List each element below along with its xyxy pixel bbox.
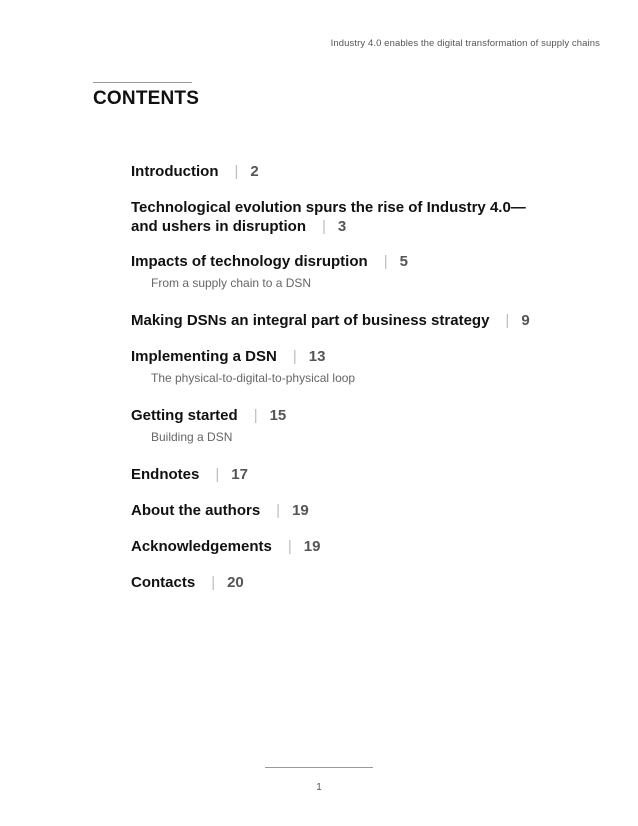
toc-page-number: 20 [227,574,244,591]
toc-entry-title-continued[interactable]: and ushers in disruption [131,218,307,235]
toc-entry-title[interactable]: Contacts [131,574,196,591]
toc-entry-title[interactable]: Introduction [131,163,219,180]
toc-page-number: 19 [292,502,309,519]
toc-entry-title[interactable]: Impacts of technology disruption [131,253,368,270]
toc-entry-impacts-of-technology-disruption[interactable] [131,252,591,291]
toc-page-number: 3 [337,218,347,235]
toc-entry-title[interactable]: Technological evolution spurs the rise of Industry 4.0— [131,199,526,216]
toc-separator: | [211,574,216,591]
toc-separator: | [234,163,239,180]
toc-page-number: 19 [303,538,321,555]
toc-entry-acknowledgements[interactable] [131,537,591,556]
toc-separator: | [253,407,258,424]
toc-page-number: 17 [231,466,248,483]
toc-entry-about-the-authors[interactable] [131,501,591,520]
toc-separator: | [383,253,388,270]
toc-entry-title[interactable]: About the authors [131,502,261,519]
toc-entry-title[interactable]: Getting started [131,407,238,424]
bottom-divider [265,767,373,768]
toc-entry-getting-started[interactable] [131,406,591,445]
toc-entry-title[interactable]: Making DSNs an integral part of business strategy [131,312,490,329]
toc-entry-subtitle: From a supply chain to a DSN [151,276,312,290]
toc-entry-title[interactable]: Acknowledgements [131,538,272,555]
toc-page-number: 15 [269,407,287,424]
running-header: Industry 4.0 enables the digital transformation of supply chains [330,38,600,49]
toc-entry-technological-evolution[interactable] [131,198,591,236]
contents-heading: CONTENTS [93,88,200,109]
toc-separator: | [505,312,510,329]
toc-entry-title[interactable]: Endnotes [131,466,200,483]
toc-page-number: 9 [521,312,530,329]
toc-entry-implementing-a-dsn[interactable] [131,347,591,386]
toc-entry-making-dsns-integral[interactable] [131,311,591,330]
toc-page-number: 2 [250,163,259,180]
page-number: 1 [316,782,322,793]
toc-separator: | [322,218,326,235]
toc-page-number: 5 [399,253,408,270]
toc-entry-introduction[interactable] [131,162,591,181]
top-divider [93,82,192,83]
toc-entry-title[interactable]: Implementing a DSN [131,348,277,365]
toc-page-number: 13 [308,348,326,365]
toc-entry-subtitle: The physical-to-digital-to-physical loop [151,371,356,385]
toc-separator: | [215,466,220,483]
toc-entry-endnotes[interactable] [131,465,591,484]
toc-entry-subtitle: Building a DSN [151,430,233,444]
toc-separator: | [287,538,292,555]
toc-separator: | [292,348,297,365]
toc-separator: | [276,502,281,519]
toc-entry-contacts[interactable] [131,573,591,592]
